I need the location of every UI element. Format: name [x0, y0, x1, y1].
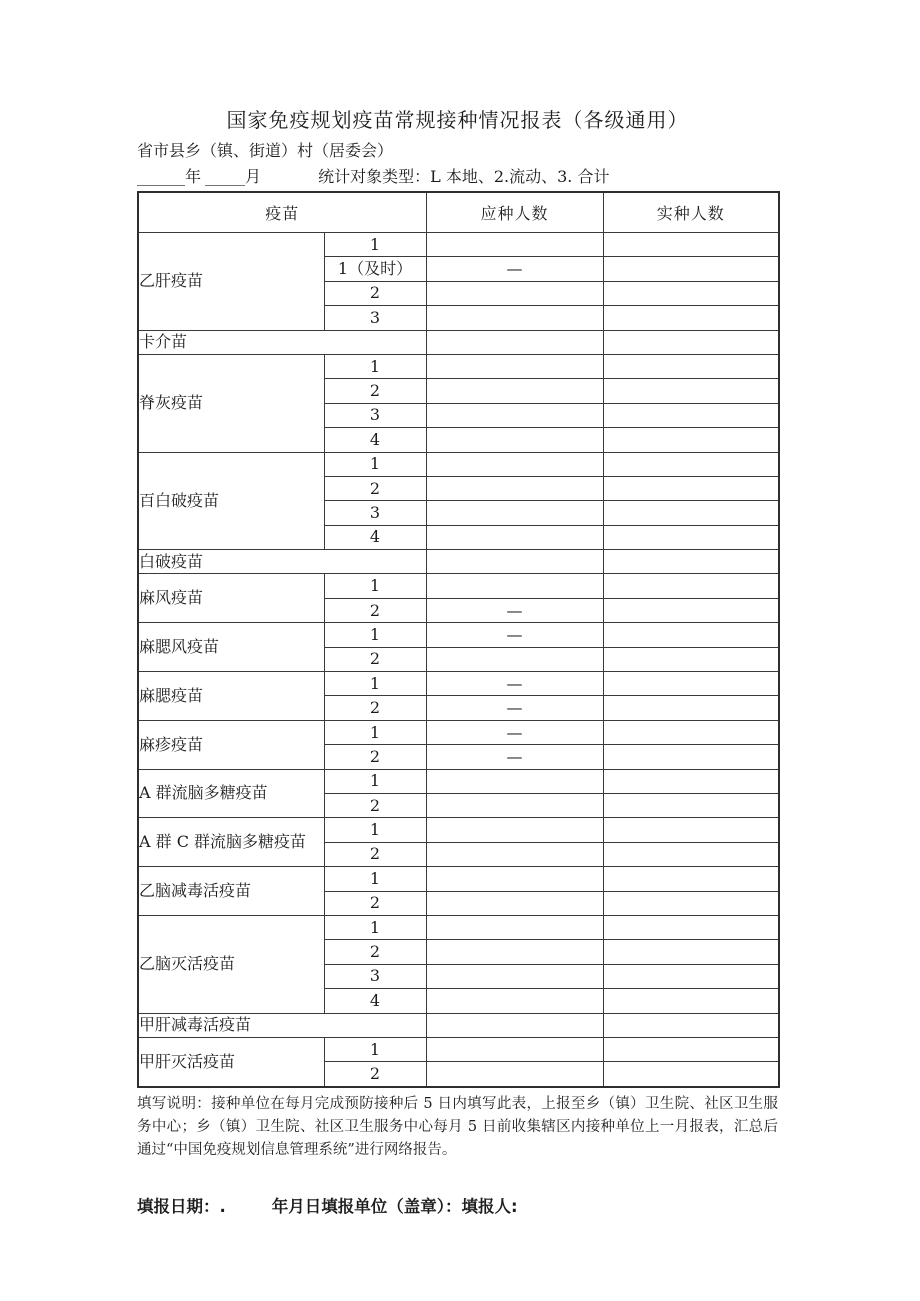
dose-cell: 3	[324, 403, 426, 427]
report-table-body	[138, 233, 779, 1087]
due-count-cell	[426, 1013, 603, 1037]
actual-count-cell	[603, 818, 779, 842]
due-count-cell	[426, 891, 603, 915]
table-row	[138, 1013, 779, 1037]
table-row	[138, 623, 779, 647]
actual-count-cell	[603, 574, 779, 598]
dose-cell: 2	[324, 745, 426, 769]
document-content	[137, 106, 778, 1217]
vaccine-name-cell: 卡介苗	[138, 330, 426, 354]
due-count-cell	[426, 379, 603, 403]
due-count-cell	[426, 793, 603, 817]
due-count-cell	[426, 1037, 603, 1061]
table-row	[138, 915, 779, 939]
vaccine-name-cell: A 群 C 群流脑多糖疫苗	[138, 818, 324, 867]
dose-cell: 2	[324, 476, 426, 500]
dose-cell: 1	[324, 452, 426, 476]
table-row	[138, 550, 779, 574]
actual-count-cell	[603, 428, 779, 452]
due-count-cell	[426, 233, 603, 257]
actual-count-cell	[603, 940, 779, 964]
dose-cell: 2	[324, 379, 426, 403]
due-count-cell	[426, 550, 603, 574]
actual-count-cell	[603, 696, 779, 720]
header-row	[138, 192, 779, 233]
report-table-header	[138, 192, 779, 233]
due-count-cell: —	[426, 257, 603, 281]
due-count-cell	[426, 915, 603, 939]
vaccine-name-cell: 麻腮疫苗	[138, 672, 324, 721]
actual-count-cell	[603, 452, 779, 476]
actual-count-cell	[603, 501, 779, 525]
table-row	[138, 354, 779, 378]
actual-count-cell	[603, 598, 779, 622]
due-count-cell	[426, 964, 603, 988]
due-count-cell	[426, 476, 603, 500]
vaccine-name-cell: 乙脑灭活疫苗	[138, 915, 324, 1013]
page-title: 国家免疫规划疫苗常规接种情况报表（各级通用）	[226, 108, 689, 132]
dose-cell: 3	[324, 306, 426, 330]
dose-cell: 2	[324, 842, 426, 866]
actual-count-cell	[603, 233, 779, 257]
due-count-cell	[426, 842, 603, 866]
vaccine-name-cell: 麻疹疫苗	[138, 720, 324, 769]
dose-cell: 1	[324, 233, 426, 257]
vaccine-name-cell: 乙脑减毒活疫苗	[138, 867, 324, 916]
actual-count-cell	[603, 867, 779, 891]
due-count-cell	[426, 525, 603, 549]
due-count-cell	[426, 281, 603, 305]
due-count-cell: —	[426, 623, 603, 647]
actual-count-cell	[603, 476, 779, 500]
date-stat-line	[137, 166, 778, 188]
report-date-label: 填报日期：.	[137, 1196, 226, 1216]
dose-cell: 2	[324, 940, 426, 964]
actual-count-cell	[603, 672, 779, 696]
dose-cell: 2	[324, 647, 426, 671]
dose-cell: 2	[324, 696, 426, 720]
dose-cell: 2	[324, 598, 426, 622]
actual-count-cell	[603, 281, 779, 305]
dose-cell: 1	[324, 915, 426, 939]
dose-cell: 1	[324, 354, 426, 378]
month-blank-field: _____月	[205, 167, 262, 186]
table-row	[138, 574, 779, 598]
due-count-cell: —	[426, 598, 603, 622]
vaccine-name-cell: 甲肝灭活疫苗	[138, 1037, 324, 1086]
actual-count-cell	[603, 964, 779, 988]
stat-object-type-label: 统计对象类型：L 本地、2.流动、3. 合计	[318, 167, 610, 186]
table-row	[138, 672, 779, 696]
dose-cell: 2	[324, 891, 426, 915]
vaccine-name-cell: 甲肝减毒活疫苗	[138, 1013, 426, 1037]
due-count-cell	[426, 940, 603, 964]
dose-cell: 1	[324, 574, 426, 598]
actual-count-cell	[603, 525, 779, 549]
due-count-cell	[426, 354, 603, 378]
table-row	[138, 330, 779, 354]
vaccine-name-cell: 乙肝疫苗	[138, 233, 324, 331]
due-count-cell	[426, 428, 603, 452]
actual-count-cell	[603, 915, 779, 939]
due-count-cell: —	[426, 672, 603, 696]
actual-count-cell	[603, 793, 779, 817]
actual-count-cell	[603, 403, 779, 427]
actual-count-cell	[603, 550, 779, 574]
vaccine-name-cell: 麻风疫苗	[138, 574, 324, 623]
dose-cell: 3	[324, 964, 426, 988]
due-count-cell	[426, 501, 603, 525]
actual-count-cell	[603, 647, 779, 671]
location-line: 省市县乡（镇、街道）村（居委会）	[137, 141, 394, 160]
due-count-cell	[426, 769, 603, 793]
dose-cell: 4	[324, 428, 426, 452]
actual-count-cell	[603, 720, 779, 744]
due-count-cell	[426, 1062, 603, 1087]
due-count-cell	[426, 867, 603, 891]
table-row	[138, 867, 779, 891]
dose-cell: 3	[324, 501, 426, 525]
actual-count-cell	[603, 623, 779, 647]
dose-cell: 2	[324, 793, 426, 817]
dose-cell: 1	[324, 769, 426, 793]
due-count-cell	[426, 306, 603, 330]
actual-count-cell	[603, 769, 779, 793]
vaccine-name-cell: 白破疫苗	[138, 550, 426, 574]
due-count-cell	[426, 818, 603, 842]
dose-cell: 4	[324, 525, 426, 549]
table-row	[138, 452, 779, 476]
report-table	[137, 191, 780, 1088]
actual-count-cell	[603, 330, 779, 354]
dose-cell: 4	[324, 989, 426, 1013]
dose-cell: 1	[324, 1037, 426, 1061]
due-count-cell	[426, 647, 603, 671]
actual-count-cell	[603, 1013, 779, 1037]
vaccine-name-cell: 脊灰疫苗	[138, 354, 324, 452]
due-count-cell	[426, 403, 603, 427]
vaccine-name-cell: A 群流脑多糖疫苗	[138, 769, 324, 818]
due-count-cell	[426, 989, 603, 1013]
report-footer-line	[137, 1193, 778, 1217]
actual-count-cell	[603, 257, 779, 281]
due-count-cell	[426, 452, 603, 476]
due-count-cell	[426, 330, 603, 354]
due-count-cell	[426, 574, 603, 598]
actual-count-cell	[603, 379, 779, 403]
due-count-cell: —	[426, 696, 603, 720]
dose-cell: 1	[324, 672, 426, 696]
due-count-column-header: 应种人数	[426, 192, 603, 233]
dose-cell: 1	[324, 720, 426, 744]
actual-count-cell	[603, 989, 779, 1013]
actual-count-cell	[603, 354, 779, 378]
actual-count-cell	[603, 891, 779, 915]
dose-cell: 1	[324, 623, 426, 647]
dose-cell: 1	[324, 818, 426, 842]
fill-instructions: 填写说明：接种单位在每月完成预防接种后 5 日内填写此表，上报至乡（镇）卫生院、社区卫生服务中心；乡（镇）卫生院、社区卫生服务中心每月 5 日前收集辖区内接种单位上一月报表，汇总后通过“中国免疫规划信息管理系统”进行网络报告。	[137, 1095, 778, 1158]
year-blank-field: ______年	[137, 167, 202, 186]
due-count-cell: —	[426, 745, 603, 769]
actual-count-cell	[603, 745, 779, 769]
actual-count-cell	[603, 842, 779, 866]
report-unit-label: 年月日填报单位（盖章）：填报人:	[271, 1196, 518, 1216]
dose-cell: 1	[324, 867, 426, 891]
due-count-cell: —	[426, 720, 603, 744]
actual-count-cell	[603, 1037, 779, 1061]
dose-cell: 2	[324, 1062, 426, 1087]
actual-count-cell	[603, 1062, 779, 1087]
table-row	[138, 818, 779, 842]
dose-cell: 1（及时）	[324, 257, 426, 281]
dose-cell: 2	[324, 281, 426, 305]
vaccine-name-cell: 麻腮风疫苗	[138, 623, 324, 672]
table-row	[138, 1037, 779, 1061]
actual-count-cell	[603, 306, 779, 330]
actual-count-column-header: 实种人数	[603, 192, 779, 233]
vaccine-column-header: 疫苗	[138, 192, 426, 233]
table-row	[138, 233, 779, 257]
table-row	[138, 769, 779, 793]
table-row	[138, 720, 779, 744]
vaccine-name-cell: 百白破疫苗	[138, 452, 324, 550]
